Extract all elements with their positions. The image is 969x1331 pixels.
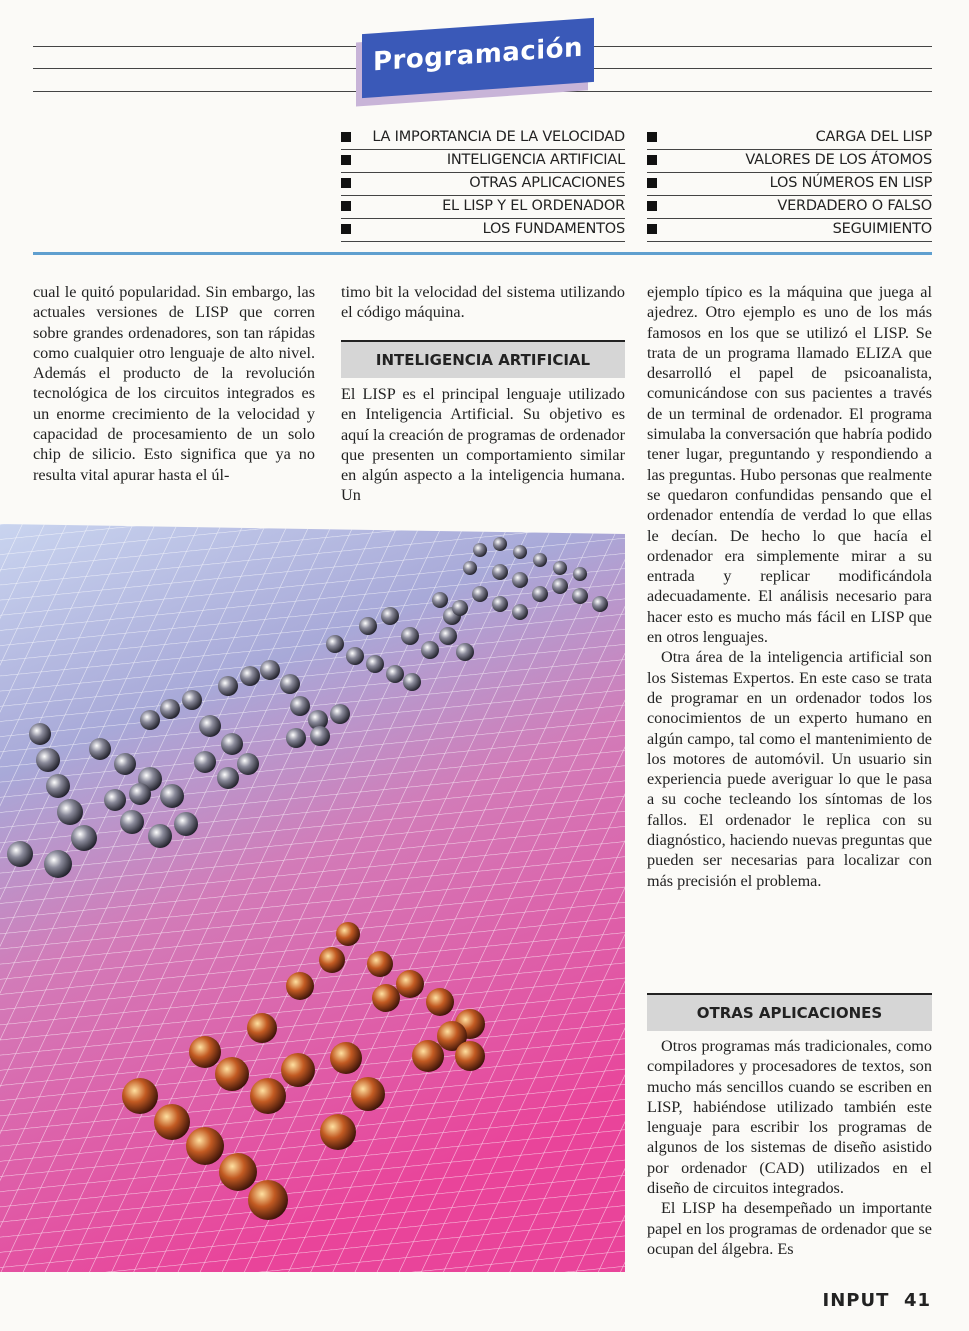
toc-item: LA IMPORTANCIA DE LA VELOCIDAD	[341, 127, 625, 150]
body-paragraph: timo bit la velocidad del sistema utilizando el código máquina.	[341, 283, 625, 322]
page-number: 41	[903, 1290, 931, 1311]
bullet-square-icon	[647, 178, 657, 188]
body-paragraph: cual le quitó popularidad. Sin embargo, las actuales versiones de LISP que corren sobre grandes ordenadores, son tan rápidas como cualquier otro lenguaje de alto nivel. Además el producto de la revolución tecnológica de los circuitos integrados es un enorme crecimiento de la velocidad y capacidad de procesamiento de un solo chip de silicio. Esto significa que ya no resulta vital apurar hasta el úl-	[33, 283, 315, 484]
bullet-square-icon	[341, 178, 351, 188]
bullet-square-icon	[341, 201, 351, 211]
column-1	[33, 282, 315, 485]
body-paragraph: Otra área de la inteligencia artificial son los Sistemas Expertos. En este caso se trata de programar en un ordenador todos los conocimientos de un experto humano en algún campo, tal como el mantenimiento de los motores de automóvil. Un usuario sin experiencia puede averiguar lo que le pasa a su coche tecleando los síntomas de los fallos. El ordenador le replica con su diagnóstico, haciendo nuevas preguntas que pueden ser necesarias para localizar con más precisión el problema.	[647, 648, 932, 890]
bullet-square-icon	[341, 155, 351, 165]
magazine-name: INPUT	[822, 1290, 890, 1311]
body-paragraph: ejemplo típico es la máquina que juega al ajedrez. Otro ejemplo es uno de los más famosos en los que se utilizó el LISP. Se trata de un programa llamado ELIZA que desarrolló el papel de psicoanalista, comunicándose con sus pacientes a través de un terminal de ordenador. El programa simulaba la conversación que habría podido tener lugar, preguntando y respondiendo a las preguntas. Hubo personas que realmente se quedaron confundidas pensando que el ordenador entendía de verdad lo que ellas le decían. De hecho lo que hacía el ordenador era simplemente mirar a su entrada y replicar modificándola adecuadamente. El análisis necesario para hacer esto es mucho más fácil en LISP que en otros lenguajes.	[647, 283, 932, 647]
bullet-square-icon	[647, 201, 657, 211]
toc-item: EL LISP Y EL ORDENADOR	[341, 196, 625, 219]
column-3	[647, 282, 932, 891]
toc-left	[341, 127, 625, 242]
body-paragraph: El LISP ha desempeñado un importante papel en los programas de ordenador que se ocupan del álgebra. Es	[647, 1199, 932, 1258]
column-2	[341, 282, 625, 323]
page-footer	[823, 1290, 931, 1311]
lisp-marbles-photo	[0, 524, 640, 1272]
toc-item: INTELIGENCIA ARTIFICIAL	[341, 150, 625, 173]
heading-otras-aplicaciones: OTRAS APLICACIONES	[647, 993, 932, 1031]
body-paragraph: El LISP es el principal lenguaje utilizado en Inteligencia Artificial. Su objetivo es aquí la creación de programas de ordenador que presenten un comportamiento similar en algún aspecto a la inteligencia humana. Un	[341, 385, 625, 505]
toc-item: LOS FUNDAMENTOS	[341, 219, 625, 242]
column-2-body	[341, 384, 625, 506]
body-paragraph: Otros programas más tradicionales, como compiladores y procesadores de textos, son mucho más sencillos cuando se escriben en LISP, habiéndose utilizado también este lenguaje para escribir los programas de algunos de los sistemas de diseño asistido por ordenador (CAD) utilizados en el diseño de circuitos integrados.	[647, 1037, 932, 1198]
section-divider	[33, 252, 932, 255]
toc-item: VALORES DE LOS ÁTOMOS	[647, 150, 932, 173]
toc-item: SEGUIMIENTO	[647, 219, 932, 242]
section-title: Programación	[372, 32, 584, 78]
bullet-square-icon	[647, 155, 657, 165]
toc-item: CARGA DEL LISP	[647, 127, 932, 150]
bullet-square-icon	[341, 224, 351, 234]
bullet-square-icon	[647, 132, 657, 142]
bullet-square-icon	[341, 132, 351, 142]
column-3-body	[647, 1036, 932, 1259]
toc-right	[647, 127, 932, 242]
toc-item: VERDADERO O FALSO	[647, 196, 932, 219]
heading-inteligencia-artificial: INTELIGENCIA ARTIFICIAL	[341, 340, 625, 378]
header-rule-3	[33, 91, 932, 92]
section-banner	[362, 18, 594, 98]
toc-item: LOS NÚMEROS EN LISP	[647, 173, 932, 196]
bullet-square-icon	[647, 224, 657, 234]
toc-item: OTRAS APLICACIONES	[341, 173, 625, 196]
